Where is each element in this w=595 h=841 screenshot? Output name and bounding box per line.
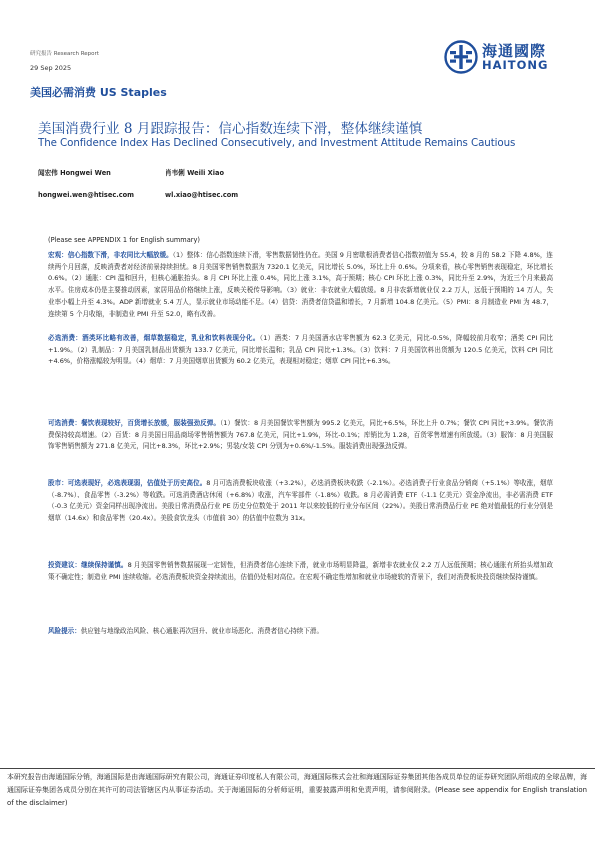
haitong-logo-icon: [444, 40, 478, 74]
report-type-label: 研究报告 Research Report: [30, 51, 99, 57]
summary-section-equity: [48, 478, 553, 525]
sector-label: 美国必需消费 US Staples: [30, 86, 167, 99]
section-heading: 必选消费：酒类环比略有改善，烟草数据稳定，乳业和饮料表现分化。: [48, 334, 260, 342]
footer-disclaimer: 本研究报告由海通国际分销，海通国际是由海通国际研究有限公司，海通证券印度私人有限公司，海通国际株式会社和海通国际证券集团其他各成员单位的证券研究团队所组成的全球品牌，海通国际证券集团各成员分别在其许可的司法管辖区内从事证券活动。关于海通国际的分析师证明，重要披露声明和免责声明，请参阅附录。(Please see appendix for English translation of the disclaimer): [7, 773, 587, 808]
appendix-note: (Please see APPENDIX 1 for English summary): [48, 236, 200, 244]
summary-section-discretionary: [48, 418, 553, 453]
section-heading: 股市：可选表现好，必选表现弱，估值处于历史高位。: [48, 479, 207, 487]
report-title-en: The Confidence Index Has Declined Consecutively, and Investment Attitude Remains Cautious: [38, 137, 516, 149]
summary-section-staples: [48, 333, 553, 368]
summary-section-macro: [48, 250, 553, 320]
report-title-cn: 美国消费行业 8 月跟踪报告：信心指数连续下滑，整体继续谨慎: [38, 121, 423, 137]
report-date: 29 Sep 2025: [30, 64, 72, 72]
section-body: 供应链与地缘政治风险、核心通胀再次回升、就业市场恶化、消费者信心持续下滑。: [80, 627, 323, 635]
summary-section-investment: [48, 560, 553, 583]
section-heading: 可选消费：餐饮表现较好，百货增长放缓，服装强劲反弹。: [48, 419, 220, 427]
section-body: 8 月可选消费板块收涨（+3.2%），必选消费板块收跌（-2.1%）。必选消费子行业食品分销商（+5.1%）等收涨，烟草（-8.7%）、食品零售（-3.2%）等收跌。可选消费酒店休闲（+6.8%）收涨，汽车零部件（-1.8%）收跌。8 月必需消费 ETF（-1.1 亿美元）资金净流出，非必需消费 ETF（-0.3 亿美元）资金同样出现净流出。美股日常消费品行业 PE 历史分位数处于 2011 年以来较低的行业分布区间（22%）。美股日常消费品行业 PE 绝对值最低的行业分别是烟草（14.6x）和食品零售（20.4x）。美股食饮龙头（市值前 30）的估值中位数为 31x。: [48, 479, 553, 523]
section-body: （1）酒类：7 月美国酒水店零售额为 62.3 亿美元，同比-0.5%，降幅较前月收窄；酒类 CPI 同比+1.9%。（2）乳制品：7 月美国乳制品出货额为 133.7 亿美元，同比增长温和；乳品 CPI 同比+1.3%。（3）饮料：7 月美国饮料出货额为 120.5 亿美元，饮料 CPI 同比+4.6%，价格涨幅较为明显。（4）烟草：7 月美国烟草出货额为 60.2 亿美元，表现相对稳定；烟草 CPI 同比+6.3%。: [48, 334, 553, 366]
section-heading: 投资建议：继续保持谨慎。: [48, 561, 128, 569]
author-email[interactable]: wl.xiao@htisec.com: [165, 191, 239, 199]
author-email[interactable]: hongwei.wen@htisec.com: [38, 191, 135, 199]
section-heading: 宏观：信心指数下滑，非农同比大幅放缓。: [48, 251, 173, 259]
summary-section-risk: [48, 626, 553, 638]
section-body: 8 月美国零售销售数据展现一定韧性，但消费者信心连续下滑，就业市场明显降温，新增非农就业仅 2.2 万人远低预期；核心通胀有所抬头增加政策不确定性；制造业 PMI 连续收缩。必选消费板块资金持续流出，估值仍处相对高位。在宏观不确定性增加和就业市场疲软的背景下，我们对消费板块投资继续保持谨慎。: [48, 561, 553, 581]
haitong-logo: [444, 38, 569, 76]
section-body: （1）餐饮：8 月美国餐饮零售额为 995.2 亿美元，同比+6.5%，环比上升 0.7%；餐饮 CPI 同比+3.9%。餐饮消费保持较高增速。（2）百货：8 月美国日用品商场零售销售额为 767.8 亿美元，同比+1.9%，环比-0.1%；库销比为 1.28，百货零售增速有所放缓。（3）服饰：8 月美国服饰零售销售额为 271.8 亿美元，同比+8.3%，环比+2.9%；男装/女装 CPI 分别为+0.6%/-1.5%。服装消费出现强劲反弹。: [48, 419, 553, 451]
footer-divider: [0, 768, 595, 769]
section-body: （1）整体：信心指数连续下滑，零售数据韧性仍在。美国 9 月密歇根消费者信心指数初值为 55.4，较 8 月的 58.2 下降 4.8%，连续两个月回落，反映消费者对经济前景持续担忧。8 月美国零售销售数据为 7320.1 亿美元，同比增长 5.0%，环比上升 0.6%。分项来看，核心零售销售表现稳定，环比增长 0.6%。（2）通胀：CPI 温和回升，但核心通胀抬头。8 月 CPI 环比上涨 0.4%，同比上涨 3.1%，高于预期；核心 CPI 环比上涨 0.3%，同比升至 2.9%，为近三个月来最高水平。住房成本仍是主要推动因素，家居用品价格继续上涨，反映关税传导影响。（3）就业：非农就业大幅放缓。8 月非农新增就业仅 2.2 万人，远低于预期的 14 万人，失业率小幅上升至 4.3%。ADP 新增就业 5.4 万人，显示就业市场动能不足。（4）信贷：消费者信贷温和增长，7 月新增 104.8 亿美元。（5）PMI：8 月制造业 PMI 为 48.7，连续第 5 个月收缩，非制造业 PMI 升至 52.0，略有改善。: [48, 251, 553, 318]
author-name: 肖韦俐 Weili Xiao: [165, 169, 224, 177]
section-heading: 风险提示：: [48, 627, 81, 635]
logo-text-en: HAITONG: [482, 58, 549, 72]
author-name: 闻宏伟 Hongwei Wen: [38, 169, 111, 177]
logo-text-cn: 海通國際: [482, 42, 547, 60]
